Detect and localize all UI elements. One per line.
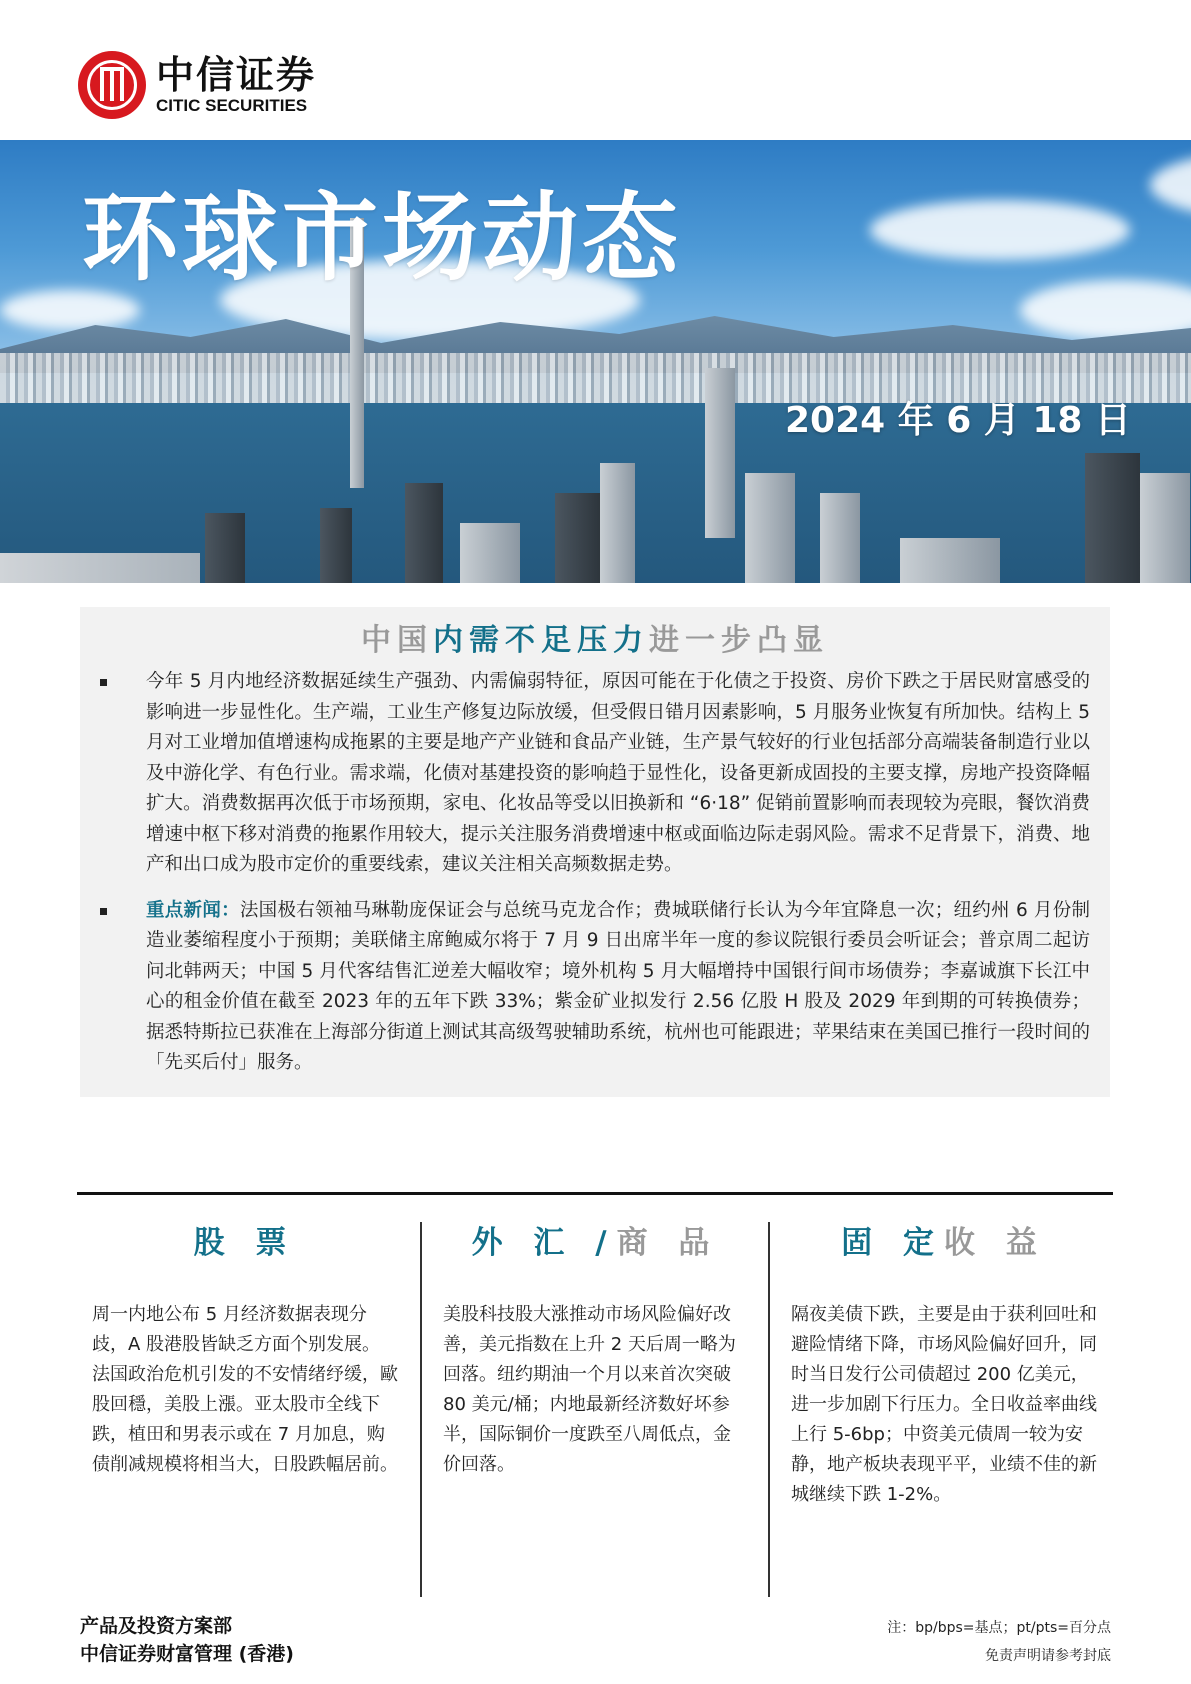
bullet-macro-outlook bbox=[100, 667, 1090, 881]
bullet-key-news bbox=[100, 896, 1090, 1079]
column-fixed-income bbox=[791, 1222, 1097, 1510]
section-rule bbox=[77, 1192, 1113, 1195]
bullet-text: 法国极右领袖马琳勒庞保证会与总统马克龙合作；费城联储行长认为今年宜降息一次；纽约州 6 月份制造业萎缩程度小于预期；美联储主席鲍威尔将于 7 月 9 日出席半年一度的参议院银行委员会听证会；普京周二起访问北韩两天；中国 5 月代客结售汇逆差大幅收窄；境外机构 5 月大幅增持中国银行间市场债券；李嘉诚旗下长江中心的租金价值在截至 2023 年的五年下跌 33%；紫金矿业拟发行 2.56 亿股 H 股及 2029 年到期的可转换债券；据悉特斯拉已获准在上海部分街道上测试其高级驾驶辅助系统，杭州也可能跟进；苹果结束在美国已推行一段时间的「先买后付」服务。 bbox=[146, 899, 1090, 1073]
bullet-keyword: 重点新闻： bbox=[146, 899, 240, 921]
disclaimer-note: 免责声明请参考封底 bbox=[985, 1648, 1111, 1664]
bullet-text: 今年 5 月内地经济数据延续生产强劲、内需偏弱特征，原因可能在于化债之于投资、房价下跌之于居民财富感受的影响进一步显性化。生产端，工业生产修复边际放缓，但受假日错月因素影响，5 月服务业恢复有所加快。结构上 5 月对工业增加值增速构成拖累的主要是地产产业链和食品产业链，生产景气较好的行业包括部分高端装备制造行业以及中游化学、有色行业。需求端，化债对基建投资的影响趋于显性化，设备更新成固投的主要支撑，房地产投资降幅扩大。消费数据再次低于市场预期，家电、化妆品等受以旧换新和 “6·18” 促销前置影响而表现较为亮眼，餐饮消费增速中枢下移对消费的拖累作用较大，提示关注服务消费增速中枢或面临边际走弱风险。需求不足背景下，消费、地产和出口成为股市定价的重要线索，建议关注相关高频数据走势。 bbox=[146, 671, 1090, 875]
column-fx-commodities bbox=[443, 1222, 748, 1480]
headline-part-3: 进一步凸显 bbox=[649, 623, 829, 658]
department-name: 产品及投资方案部 bbox=[80, 1615, 233, 1637]
hero-banner bbox=[0, 140, 1191, 583]
column-body: 周一内地公布 5 月经济数据表现分歧，A 股港股皆缺乏方面个别发展。法国政治危机引发的不安情绪纾缓，歐股回穩，美股上漲。亚太股市全线下跌，植田和男表示或在 7 月加息，购债削减规模将相当大，日股跌幅居前。 bbox=[92, 1304, 398, 1475]
column-title: 股 票 bbox=[193, 1225, 297, 1261]
brand-name-cn: 中信证券 bbox=[156, 52, 317, 97]
column-divider bbox=[768, 1222, 770, 1597]
footer-notes bbox=[887, 1614, 1111, 1670]
column-title: 固 定收 益 bbox=[841, 1225, 1047, 1261]
summary-box bbox=[80, 607, 1110, 1097]
summary-bullets bbox=[100, 667, 1090, 1094]
report-title: 环球市场动态 bbox=[82, 182, 682, 294]
summary-headline bbox=[80, 615, 1110, 659]
abbreviation-note: 注：bp/bps=基点；pt/pts=百分点 bbox=[887, 1620, 1111, 1636]
company-name: 中信证券财富管理 (香港) bbox=[80, 1643, 294, 1665]
citic-emblem-icon bbox=[78, 51, 146, 119]
citic-logo bbox=[78, 50, 316, 120]
footer-department bbox=[80, 1612, 294, 1668]
headline-part-1: 中国 bbox=[361, 623, 433, 658]
column-body: 美股科技股大涨推动市场风险偏好改善，美元指数在上升 2 天后周一略为回落。纽约期油一个月以来首次突破 80 美元/桶；内地最新经济数好坏参半，国际铜价一度跌至八周低点，金价回落。 bbox=[443, 1304, 736, 1475]
column-equities bbox=[92, 1222, 398, 1480]
column-divider bbox=[420, 1222, 422, 1597]
brand-name-en: CITIC SECURITIES bbox=[156, 96, 308, 115]
column-title: 外 汇 /商 品 bbox=[471, 1225, 720, 1261]
report-date: 2024 年 6 月 18 日 bbox=[785, 400, 1132, 441]
column-body: 隔夜美债下跌，主要是由于获利回吐和避险情绪下降，市场风险偏好回升，同时当日发行公司债超过 200 亿美元，进一步加剧下行压力。全日收益率曲线上行 5-6bp；中资美元债周一较为安静，地产板块表现平平，业绩不佳的新城继续下跌 1-2%。 bbox=[791, 1304, 1097, 1505]
headline-highlight: 内需不足压力 bbox=[433, 623, 649, 658]
